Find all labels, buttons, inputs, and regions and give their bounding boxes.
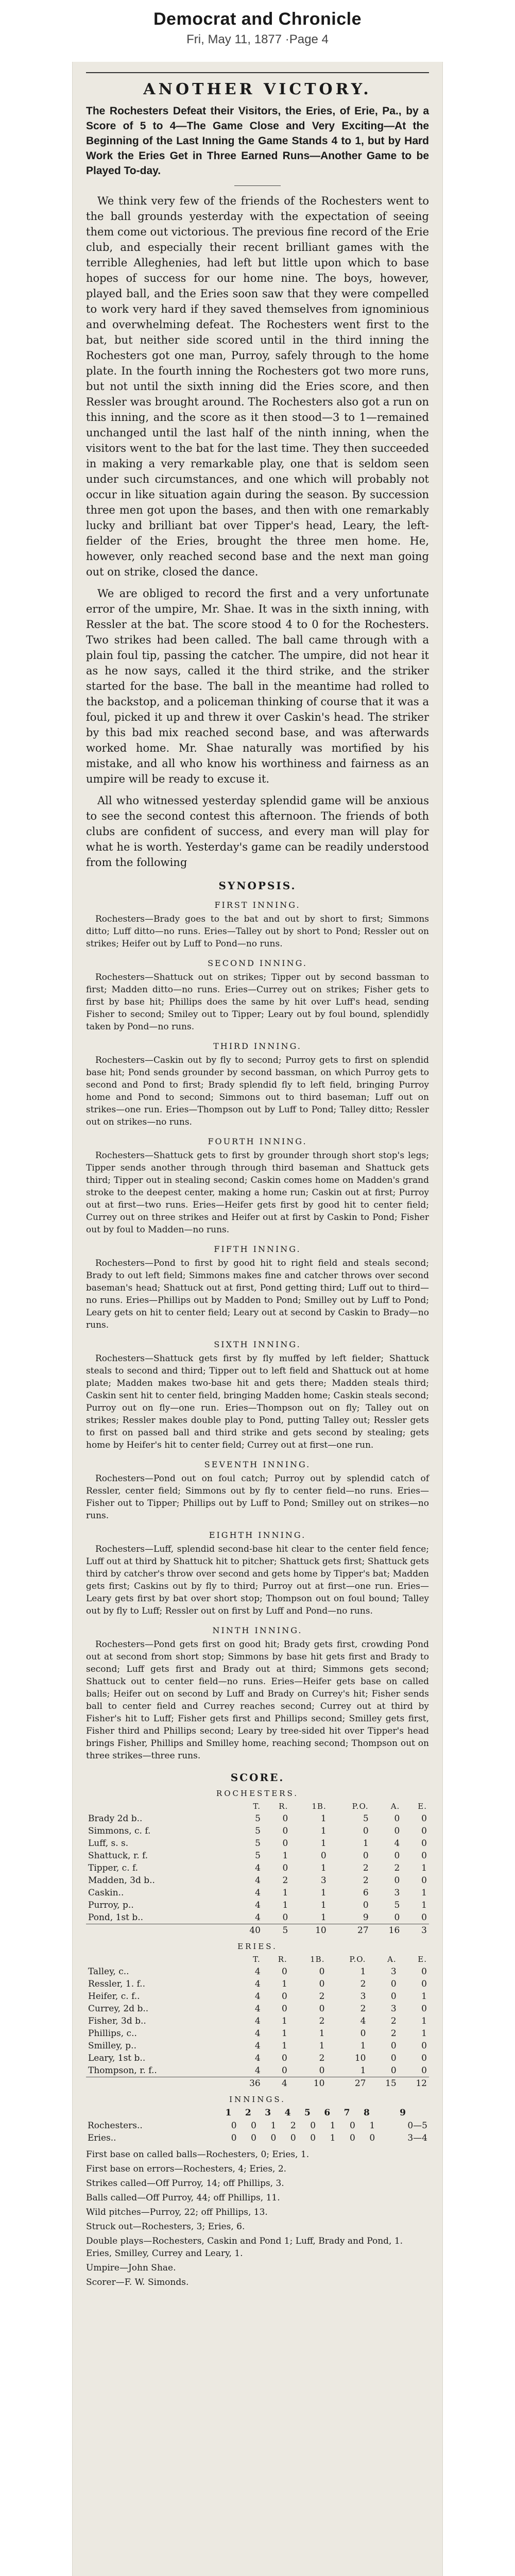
stat-cell: P.O. — [349, 1955, 366, 1964]
stat-cell: 4 — [254, 2028, 261, 2039]
row-label: Leary, 1st b.. — [88, 2053, 146, 2063]
stat-cell: 1 — [282, 2016, 287, 2026]
stat-cell: 0 — [282, 2065, 287, 2076]
stat-cell: 1 — [282, 2028, 287, 2039]
eries-rows — [86, 1965, 429, 2090]
inning-title: EIGHTH INNING. — [209, 1530, 306, 1540]
row-label — [86, 2106, 218, 2120]
stat-cell: E. — [418, 1955, 427, 1964]
innings-header-row — [86, 2106, 429, 2120]
stat-cell: 0 — [310, 2133, 316, 2143]
stat-cell: 0 — [394, 1826, 400, 1836]
stat-cell: 2 — [390, 2016, 397, 2026]
stat-cell: 0 — [421, 2041, 427, 2051]
stat-cell: 0 — [282, 1826, 288, 1836]
stat-cell: 1 — [421, 1888, 427, 1898]
table-row — [86, 1978, 429, 1990]
stat-cell: 4 — [255, 1863, 261, 1873]
table-row — [86, 1850, 429, 1862]
stat-cell: 10 — [289, 2077, 327, 2090]
stat-cell: 0 — [349, 2121, 355, 2131]
summary-line: Umpire—John Shae. — [86, 2263, 176, 2273]
table-row — [86, 1837, 429, 1850]
stat-cell: 1 — [282, 1888, 288, 1898]
row-label: Talley, c.. — [88, 1967, 129, 1977]
stat-cell: 10 — [354, 2053, 366, 2063]
row-label: Pond, 1st b.. — [88, 1912, 144, 1923]
stat-cell: 2 — [319, 2016, 325, 2026]
stat-cell: 0 — [390, 2065, 397, 2076]
stat-cell: 0 — [320, 1851, 327, 1861]
innings-table — [86, 2106, 429, 2144]
inning-block — [86, 1530, 429, 1617]
stat-cell: E. — [418, 1802, 427, 1811]
stat-cell: 4 — [254, 2065, 261, 2076]
box-header-row — [86, 1953, 429, 1965]
stat-cell: 3 — [394, 1888, 400, 1898]
stat-cell: 4 — [255, 1900, 261, 1910]
table-row — [86, 1862, 429, 1874]
stat-cell: 0 — [290, 2133, 296, 2143]
stat-cell: 2 — [282, 1875, 288, 1886]
stat-cell: 2 — [360, 2004, 366, 2014]
row-label: Rochesters.. — [88, 2121, 143, 2131]
stat-cell: 40 — [231, 1924, 263, 1937]
stat-cell: R. — [279, 1802, 288, 1811]
divider — [234, 185, 281, 186]
stat-cell: 0 — [282, 1814, 288, 1824]
table-row — [86, 2015, 429, 2027]
stat-cell: 4 — [254, 1967, 261, 1977]
stat-cell: 1 — [225, 2108, 232, 2118]
stat-cell: A. — [390, 1802, 400, 1811]
stat-cell: T. — [253, 1955, 261, 1964]
inning-text: Rochesters—Shattuck out on strikes; Tipper out by second bassman to first; Madden ditto—no runs. Eries—Currey out on strikes; Fisher gets to first by base hit; Phillips does the same by hit over Luff's head, sending Fisher to second; Smiley out to Tipper; Leary out by foul bound, splendidly taken by Pond—no runs. — [86, 972, 429, 1032]
innings-rows — [86, 2120, 429, 2144]
stat-cell: 16 — [371, 1924, 402, 1937]
stat-cell: 4 — [255, 1875, 261, 1886]
stat-cell: 3 — [265, 2108, 271, 2118]
row-label — [86, 1953, 232, 1965]
summary-line: Wild pitches—Purroy, 22; off Phillips, 13. — [86, 2207, 268, 2217]
stat-cell: 2 — [363, 1875, 369, 1886]
stat-cell: 0 — [270, 2133, 277, 2143]
stat-cell: 4 — [254, 1991, 261, 2002]
stat-cell: 1 — [270, 2121, 277, 2131]
inning-title: SIXTH INNING. — [214, 1340, 301, 1349]
synopsis-title: SYNOPSIS. — [218, 879, 297, 892]
table-row — [86, 1965, 429, 1978]
stat-cell: 1 — [421, 2028, 427, 2039]
summary-line: Scorer—F. W. Simonds. — [86, 2277, 189, 2287]
stat-cell: 2 — [363, 1863, 369, 1873]
stat-cell: 1 — [363, 1838, 369, 1849]
stat-cell: 0 — [394, 1875, 400, 1886]
stat-cell: 0 — [421, 1979, 427, 1989]
stat-cell: 0 — [394, 1912, 400, 1923]
inning-title: SECOND INNING. — [208, 958, 307, 968]
stat-cell: 0 — [363, 1900, 369, 1910]
stat-cell: 1 — [421, 1991, 427, 2002]
stat-cell: 2 — [390, 2028, 397, 2039]
row-label: Heifer, c. f.. — [88, 1991, 140, 2002]
stat-cell: 0 — [363, 1826, 369, 1836]
stat-cell: 0 — [421, 2004, 427, 2014]
row-label — [86, 1924, 231, 1937]
stat-cell: R. — [278, 1955, 287, 1964]
team-label-eries: ERIES. — [237, 1942, 278, 1951]
inning-block — [86, 1041, 429, 1128]
stat-cell: 5 — [363, 1814, 369, 1824]
stat-cell: 0 — [390, 2053, 397, 2063]
stat-cell: 1 — [360, 2041, 366, 2051]
inning-text: Rochesters—Shattuck gets first by fly muffed by left fielder; Shattuck steals to second and third; Tipper out to left field and Shattuck out at home plate; Madden makes two-base hit and gets there; Madden steals third; Caskin sent hit to center field, bringing Madden home; Caskin steals second; Purroy out on fly—one run. Eries—Thompson out on fly; Talley out on strikes; Ressler makes double play to Pond, putting Talley out; Ressler gets to first on passed ball and third strike and gets second by stealing; gets home by Heifer's hit to center field; Currey out at first—one run. — [86, 1353, 429, 1450]
summary-line: First base on errors—Rochesters, 4; Eries, 2. — [86, 2164, 287, 2174]
stat-cell: 0 — [421, 1875, 427, 1886]
article-paragraph: We think very few of the friends of the Rochesters went to the ball grounds yesterday with the expectation of seeing them come out victorious. The previous fine record of the Erie club, and especially their recent brilliant games with the terrible Alleghenies, had left but little upon which to base hopes of success for our home nine. The boys, however, played ball, and the Eries soon saw that they were compelled to work very hard if they saved themselves from ignominious and overwhelming defeat. The Rochesters went first to the bat, but neither side scored until in the third inning the Rochesters got one man, Purroy, safely through to the home plate. In the fourth inning the Rochesters got two more runs, but not until the sixth inning did the Eries score, and then Ressler was brought around. The Rochesters also got a run on this inning, and the score as it then stood—3 to 1—remained unchanged until the last half of the ninth inning, when the visitors went to the bat for the last time. They then succeeded in making a very remarkable play, one that is seldom seen under such circumstances, and one which will probably not occur in like situation again during the season. By succession three men got upon the bases, and then with one remarkably lucky and brilliant bat over Tipper's head, Leary, the left-fielder of the Eries, brought the three men home. He, however, only reached second base and the next man going out on strike, closed the dance. — [86, 195, 429, 578]
row-label: Smilley, p.. — [88, 2041, 136, 2051]
inning-text: Rochesters—Pond to first by good hit to right field and steals second; Brady to out left field; Simmons makes fine and catcher throws over second baseman's head; Shattuck out at first, Pond getting third; Luff out to third—no runs. Eries—Phillips out by Madden to Pond; Smilley out by Luff to Pond; Leary gets on hit to center field; Leary out at second by Caskin to Brady—no runs. — [86, 1258, 429, 1330]
stat-cell: 6 — [363, 1888, 369, 1898]
inning-block — [86, 900, 429, 950]
stat-cell: 3 — [390, 2004, 397, 2014]
stat-cell: 1 — [369, 2121, 375, 2131]
stat-cell: 1 — [320, 1888, 327, 1898]
summary-line: Double plays—Rochesters, Caskin and Pond 1; Luff, Brady and Pond, 1. Eries, Smilley, Currey and Leary, 1. — [86, 2236, 403, 2259]
stat-cell: 6 — [324, 2108, 331, 2118]
stat-cell: 3 — [402, 1924, 429, 1937]
stat-cell: 15 — [368, 2077, 398, 2090]
stat-cell: 4 — [254, 2004, 261, 2014]
stat-cell: 2 — [245, 2108, 251, 2118]
stat-cell: 0 — [421, 1814, 427, 1824]
stat-cell: 1 — [282, 1851, 288, 1861]
stat-cell: 1 — [360, 2065, 366, 2076]
newspaper-clipping — [72, 62, 443, 2576]
row-label: Brady 2d b.. — [88, 1814, 143, 1824]
stat-cell: 0 — [251, 2121, 256, 2131]
stat-cell: 1 — [319, 2041, 325, 2051]
stat-cell: 7 — [344, 2108, 350, 2118]
stat-cell: 0 — [390, 1979, 397, 1989]
inning-block — [86, 1340, 429, 1451]
stat-cell: 3 — [320, 1875, 327, 1886]
stat-cell: 0 — [319, 2004, 325, 2014]
stat-cell: 4 — [254, 2041, 261, 2051]
stat-cell: 0—5 — [407, 2121, 427, 2131]
stat-cell: 0 — [421, 1838, 427, 1849]
top-rule — [86, 72, 429, 73]
stat-cell: 3 — [360, 1991, 366, 2002]
inning-title: SEVENTH INNING. — [204, 1460, 311, 1469]
stat-cell: 4 — [394, 1838, 400, 1849]
stat-cell: 1 — [330, 2133, 336, 2143]
rochesters-rows — [86, 1812, 429, 1937]
stat-cell: 5 — [304, 2108, 311, 2118]
stat-cell: 0 — [394, 1814, 400, 1824]
stat-cell: 0 — [319, 1967, 325, 1977]
stat-cell: 0 — [282, 2004, 287, 2014]
stat-cell: 3—4 — [407, 2133, 427, 2143]
stat-cell: 1B. — [310, 1955, 325, 1964]
inning-title: NINTH INNING. — [212, 1625, 303, 1635]
row-label — [86, 2077, 232, 2090]
stat-cell: 0 — [363, 1851, 369, 1861]
stat-cell: 0 — [349, 2133, 355, 2143]
stat-cell: 0 — [251, 2133, 256, 2143]
row-label: Madden, 3d b.. — [88, 1875, 155, 1886]
table-row — [86, 1825, 429, 1837]
inning-block — [86, 1625, 429, 1762]
inning-text: Rochesters—Caskin out by fly to second; Purroy gets to first on splendid base hit; Pond sends grounder by second bassman, on which Purroy gets to second and Pond to first; Brady splendid fly to left field, bringing Purroy home and Pond to second; Simmons out to third baseman; Luff out on strikes—one run. Eries—Thompson out by Luff to Pond; Talley ditto; Ressler out on strikes—no runs. — [86, 1055, 429, 1127]
stat-cell: 0 — [231, 2133, 237, 2143]
stat-cell: 1 — [421, 2016, 427, 2026]
stat-cell: 2 — [319, 1991, 325, 2002]
row-label: Shattuck, r. f. — [88, 1851, 148, 1861]
stat-cell: 9 — [363, 1912, 369, 1923]
inning-text: Rochesters—Shattuck gets to first by grounder through short stop's legs; Tipper sends another through through third baseman and Shattuck gets third; Tipper out in stealing second; Caskin comes home on Madden's grand stroke to the deepest center, making a home run; Caskin out at first; Purroy out at first—two runs. Eries—Heifer gets first by good hit to center field; Currey out on three strikes and Heifer out at first by Caskin to Pond; Fisher out by foul to Madden—no runs. — [86, 1150, 429, 1235]
table-row — [86, 2120, 429, 2132]
score-title: SCORE. — [230, 1771, 285, 1784]
inning-title: THIRD INNING. — [213, 1041, 302, 1051]
row-label: Fisher, 3d b.. — [88, 2016, 146, 2026]
box-header-row — [86, 1800, 429, 1812]
stat-cell: 8 — [364, 2108, 370, 2118]
stat-cell: 1 — [421, 1863, 427, 1873]
stat-cell: 0 — [421, 1967, 427, 1977]
stat-cell: 0 — [231, 2121, 237, 2131]
stat-cell: A. — [387, 1955, 397, 1964]
article-paragraph: We are obliged to record the first and a very unfortunate error of the umpire, Mr. Shae. It was in the sixth inning, with Ressler at the bat. The score stood 4 to 0 for the Rochesters. Two strikes had been called. The ball came through with a plain foul tip, passing the catcher. The umpire, did not hear it as he now says, called it the third strike, and the striker started for the base. The ball in the meantime had rolled to the backstop, and a policeman thinking of course that it was a foul, picked it up and threw it over Caskin's head. The striker by this bad mix reached second base, and was afterwards worked home. Mr. Shae naturally was mortified by his mistake, and all who know his worthiness and fairness as an umpire will be ready to excuse it. — [86, 587, 429, 785]
stat-cell: 4 — [255, 1888, 261, 1898]
stat-cell: 0 — [319, 2065, 325, 2076]
row-label: Tipper, c. f. — [88, 1863, 139, 1873]
stat-cell: 0 — [282, 1863, 288, 1873]
stat-cell: 2 — [394, 1863, 400, 1873]
summary-line: Balls called—Off Purroy, 44; off Phillips, 11. — [86, 2193, 280, 2203]
stat-cell: 2 — [360, 1979, 366, 1989]
stat-cell: 0 — [282, 1967, 287, 1977]
inning-block — [86, 1137, 429, 1236]
stat-cell: 5 — [255, 1838, 261, 1849]
stat-cell: 0 — [390, 2041, 397, 2051]
row-label — [86, 1800, 231, 1812]
inning-block — [86, 1244, 429, 1331]
stat-cell: 1 — [320, 1838, 327, 1849]
stat-cell: 5 — [255, 1826, 261, 1836]
inning-text: Rochesters—Pond gets first on good hit; Brady gets first, crowding Pond out at second from short stop; Simmons by base hit gets first and Brady to second; Luff gets first and Brady out at third; Simmons gets second; Shattuck out to center field—no runs. Eries—Heifer gets base on called balls; Heifer out on second by Luff and Brady on Currey's hit; Fisher sends ball to center field and Currey reaches second; Currey out at third by Fisher's hit to Luff; Fisher gets first and Phillips second; Smilley gets first, Fisher third and Phillips second; Leary by tree-sided hit over Tipper's head brings Fisher, Phillips and Smilley home, reaching second; Thompson out on three strikes—three runs. — [86, 1639, 429, 1761]
stat-cell: 1B. — [312, 1802, 327, 1811]
stat-cell: 1 — [330, 2121, 336, 2131]
stat-cell: 0 — [282, 1912, 288, 1923]
stat-cell: 0 — [310, 2121, 316, 2131]
inning-title: FOURTH INNING. — [208, 1137, 307, 1146]
stat-cell: T. — [253, 1802, 261, 1811]
stat-cell: 27 — [327, 2077, 368, 2090]
stat-cell: 0 — [282, 1991, 287, 2002]
stat-cell: 5 — [255, 1851, 261, 1861]
rochesters-box-score — [86, 1800, 429, 1937]
inning-title: FIFTH INNING. — [214, 1244, 301, 1254]
stat-cell: 1 — [360, 1967, 366, 1977]
stat-cell: 2 — [290, 2121, 296, 2131]
stat-cell: 4 — [254, 1979, 261, 1989]
table-row — [86, 1874, 429, 1887]
stat-cell: 1 — [282, 1900, 288, 1910]
stat-cell: 5 — [394, 1900, 400, 1910]
stat-cell: 4 — [360, 2016, 366, 2026]
total-row — [86, 2077, 429, 2090]
stat-cell: 1 — [320, 1863, 327, 1873]
total-row — [86, 1924, 429, 1937]
row-label: Eries.. — [88, 2133, 116, 2143]
stat-cell: 0 — [421, 2065, 427, 2076]
stat-cell: 4 — [284, 2108, 291, 2118]
article-headline: ANOTHER VICTORY. — [143, 80, 372, 98]
row-label: Caskin.. — [88, 1888, 124, 1898]
inning-text: Rochesters—Luff, splendid second-base hit clear to the center field fence; Luff out at third by Shattuck hit to pitcher; Shattuck gets first; Shattuck gets third by catcher's throw over second and gets home by Tipper's bat; Madden gets first; Caskins out by fly to third; Purroy out at first—one run. Eries—Leary gets first by bat over short stop; Thompson out on foul bound; Talley out by fly to Luff; Ressler out on first by Luff and Pond—no runs. — [86, 1544, 429, 1616]
stat-cell: 0 — [319, 1979, 325, 1989]
row-label: Luff, s. s. — [88, 1838, 129, 1849]
table-row — [86, 2132, 429, 2144]
team-label-rochesters: ROCHESTERS. — [216, 1789, 299, 1798]
stat-cell: 4 — [254, 2053, 261, 2063]
row-label: Currey, 2d b.. — [88, 2004, 149, 2014]
inning-block — [86, 958, 429, 1033]
inning-text: Rochesters—Brady goes to the bat and out by short to first; Simmons ditto; Luff ditto—no runs. Eries—Talley out by short to Pond; Ressler out on strikes; Heifer out by Luff to Pond—no runs. — [86, 914, 429, 949]
row-label: Thompson, r. f.. — [88, 2065, 157, 2076]
stat-cell: 1 — [421, 1900, 427, 1910]
stat-cell: 4 — [255, 1912, 261, 1923]
stat-cell: 1 — [320, 1826, 327, 1836]
stat-cell: 1 — [282, 2041, 287, 2051]
page-title: Democrat and Chronicle — [153, 9, 362, 29]
stat-cell: 0 — [360, 2028, 366, 2039]
row-label: Purroy, p.. — [88, 1900, 134, 1910]
row-label: Ressler, 1. f.. — [88, 1979, 145, 1989]
stat-cell: 0 — [421, 2053, 427, 2063]
stat-cell: 5 — [263, 1924, 290, 1937]
stat-cell: 1 — [319, 2028, 325, 2039]
eries-box-score — [86, 1953, 429, 2090]
stat-cell: 0 — [394, 1851, 400, 1861]
stat-cell: 5 — [255, 1814, 261, 1824]
table-row — [86, 1887, 429, 1899]
stat-cell: 1 — [320, 1900, 327, 1910]
stat-cell: 0 — [282, 2053, 287, 2063]
game-summary — [86, 2148, 429, 2289]
stat-cell: 0 — [421, 1826, 427, 1836]
table-row — [86, 1899, 429, 1911]
stat-cell: 1 — [320, 1912, 327, 1923]
summary-line: Strikes called—Off Purroy, 14; off Phillips, 3. — [86, 2178, 284, 2189]
stat-cell: 0 — [390, 1991, 397, 2002]
table-row — [86, 2052, 429, 2064]
summary-line: Struck out—Rochesters, 3; Eries, 6. — [86, 2222, 245, 2232]
article-paragraph: All who witnessed yesterday splendid game will be anxious to see the second contest this afternoon. The friends of both clubs are confident of success, and every man will play for what he is worth. Yesterday's game can be readily understood from the following — [86, 794, 429, 869]
stat-cell: 4 — [254, 2016, 261, 2026]
stat-cell: 0 — [421, 1851, 427, 1861]
stat-cell: 0 — [282, 1838, 288, 1849]
table-row — [86, 2040, 429, 2052]
table-row — [86, 1911, 429, 1924]
stat-cell: 36 — [232, 2077, 262, 2090]
inning-block — [86, 1460, 429, 1522]
inning-title: FIRST INNING. — [214, 900, 301, 910]
stat-cell: 0 — [421, 1912, 427, 1923]
table-row — [86, 2064, 429, 2077]
stat-cell: 0 — [369, 2133, 375, 2143]
stat-cell: P.O. — [352, 1802, 369, 1811]
stat-cell: 4 — [263, 2077, 289, 2090]
row-label: Phillips, c.. — [88, 2028, 137, 2039]
innings-label: INNINGS. — [229, 2095, 286, 2104]
page-header — [0, 0, 515, 62]
stat-cell: 2 — [319, 2053, 325, 2063]
page-subtitle: Fri, May 11, 1877 ·Page 4 — [186, 32, 329, 46]
table-row — [86, 2003, 429, 2015]
stat-cell: 3 — [390, 1967, 397, 1977]
stat-cell: 27 — [329, 1924, 371, 1937]
stat-cell: 1 — [282, 1979, 287, 1989]
stat-cell: 1 — [320, 1814, 327, 1824]
table-row — [86, 1990, 429, 2003]
summary-line: First base on called balls—Rochesters, 0; Eries, 1. — [86, 2149, 310, 2160]
inning-text: Rochesters—Pond out on foul catch; Purroy out by splendid catch of Ressler, center field; Simmons out by fly to center field—no runs. Eries—Fisher out to Tipper; Phillips out by Luff to Pond; Smilley out on strikes—no runs. — [86, 1473, 429, 1521]
stat-cell: 10 — [290, 1924, 328, 1937]
article-deck: The Rochesters Defeat their Visitors, the Eries, of Erie, Pa., by a Score of 5 to 4—The Game Close and Very Exciting—At the Beginning of the Last Inning the Game Stands 4 to 1, but by Hard Work the Eries Get in Three Earned Runs—Another Game to be Played To-day. — [86, 105, 429, 177]
row-label: Simmons, c. f. — [88, 1826, 151, 1836]
stat-cell: 9 — [400, 2108, 406, 2118]
table-row — [86, 2027, 429, 2040]
table-row — [86, 1812, 429, 1825]
stat-cell: 12 — [399, 2077, 429, 2090]
